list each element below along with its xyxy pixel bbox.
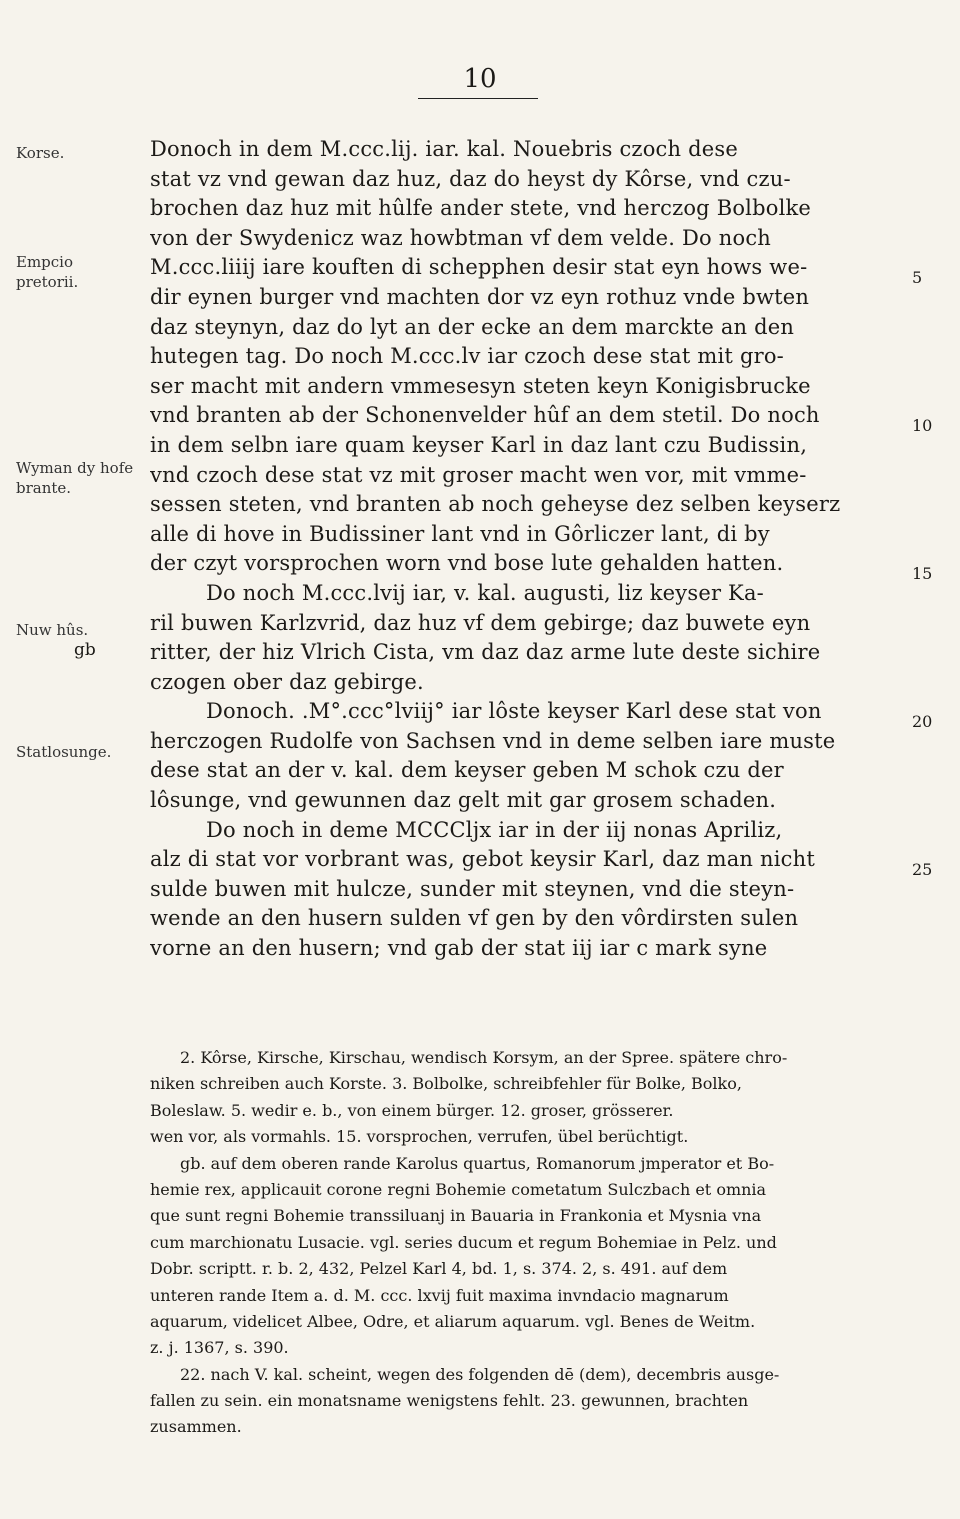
text-line: dese stat an der v. kal. dem keyser geben M schok czu der bbox=[150, 758, 784, 783]
text-line: sulde buwen mit hulcze, sunder mit steynen, vnd die steyn- bbox=[150, 876, 795, 901]
footnote-line: cum marchionatu Lusacie. vgl. series ducum et regum Bohemiae in Pelz. und bbox=[150, 1232, 777, 1252]
footnote-line: que sunt regni Bohemie transsiluanj in Bauaria in Frankonia et Mysnia vna bbox=[150, 1206, 762, 1226]
line-number-15: 15 bbox=[912, 564, 933, 583]
sigla-mark: gb bbox=[74, 640, 96, 660]
margin-note-nuwhus: Nuw hûs. bbox=[16, 621, 89, 639]
text-line: lôsunge, vnd gewunnen daz gelt mit gar grosem schaden. bbox=[150, 788, 777, 813]
text-line: wende an den husern sulden vf gen by den vôrdirsten sulen bbox=[150, 906, 799, 931]
footnote-line: niken schreiben auch Korste. 3. Bolbolke, schreibfehler für Bolke, Bolko, bbox=[150, 1074, 742, 1094]
text-line: ser macht mit andern vmmesesyn steten keyn Konigisbrucke bbox=[150, 373, 811, 398]
text-line: herczogen Rudolfe von Sachsen vnd in deme selben iare muste bbox=[150, 728, 836, 753]
footnote-line: hemie rex, applicauit corone regni Bohemie cometatum Sulczbach et omnia bbox=[150, 1179, 767, 1199]
footnote-line: unteren rande Item a. d. M. ccc. lxvij fuit maxima invndacio magnarum bbox=[150, 1285, 729, 1305]
footnote-line: 22. nach V. kal. scheint, wegen des folgenden dē (dem), decembris ausge- bbox=[180, 1364, 780, 1384]
text-line: Donoch. .M°.ccc°lviij° iar lôste keyser Karl dese stat von bbox=[206, 699, 822, 724]
main-text bbox=[150, 135, 910, 964]
footnote-line: Boleslaw. 5. wedir e. b., von einem bürger. 12. groser, grösserer. bbox=[150, 1100, 674, 1120]
footnote-line: z. j. 1367, s. 390. bbox=[150, 1338, 289, 1358]
text-line: dir eynen burger vnd machten dor vz eyn rothuz vnde bwten bbox=[150, 284, 810, 309]
footnote-line: gb. auf dem oberen rande Karolus quartus, Romanorum jmperator et Bo- bbox=[180, 1153, 775, 1173]
text-line: sessen steten, vnd branten ab noch geheyse dez selben keyserz bbox=[150, 492, 841, 517]
page-number: 10 bbox=[463, 64, 497, 94]
margin-note-empcio: Empcio pretorii. bbox=[16, 253, 79, 291]
margin-note-korse: Korse. bbox=[16, 144, 65, 162]
text-line: czogen ober daz gebirge. bbox=[150, 669, 424, 694]
text-line: Donoch in dem M.ccc.lij. iar. kal. Nouebris czoch dese bbox=[150, 137, 738, 161]
footnote-line: aquarum, videlicet Albee, Odre, et aliarum aquarum. vgl. Benes de Weitm. bbox=[150, 1311, 756, 1331]
text-line: vnd branten ab der Schonenvelder hûf an dem stetil. Do noch bbox=[150, 403, 820, 428]
text-line: ritter, der hiz Vlrich Cista, vm daz daz arme lute deste sichire bbox=[150, 640, 821, 665]
text-line: brochen daz huz mit hûlfe ander stete, vnd herczog Bolbolke bbox=[150, 196, 812, 221]
footnote-line: wen vor, als vormahls. 15. vorsprochen, verrufen, übel berüchtigt. bbox=[150, 1127, 689, 1147]
header-rule bbox=[418, 98, 538, 99]
text-line: Do noch M.ccc.lvij iar, v. kal. augusti, liz keyser Ka- bbox=[206, 580, 764, 605]
footnote-line: zusammen. bbox=[150, 1417, 242, 1437]
footnote-line: 2. Kôrse, Kirsche, Kirschau, wendisch Korsym, an der Spree. spätere chro- bbox=[180, 1048, 788, 1067]
text-line: ril buwen Karlzvrid, daz huz vf dem gebirge; daz buwete eyn bbox=[150, 610, 811, 635]
text-line: M.ccc.liiij iare kouften di schepphen desir stat eyn hows we- bbox=[150, 255, 808, 280]
text-line: stat vz vnd gewan daz huz, daz do heyst dy Kôrse, vnd czu- bbox=[150, 166, 791, 191]
text-line: daz steynyn, daz do lyt an der ecke an dem marckte an den bbox=[150, 314, 795, 339]
text-line: von der Swydenicz waz howbtman vf dem velde. Do noch bbox=[150, 225, 772, 250]
text-line: in dem selbn iare quam keyser Karl in daz lant czu Budissin, bbox=[150, 432, 808, 457]
text-line: hutegen tag. Do noch M.ccc.lv iar czoch dese stat mit gro- bbox=[150, 344, 784, 369]
text-line: vorne an den husern; vnd gab der stat iij iar c mark syne bbox=[150, 936, 768, 961]
line-number-10: 10 bbox=[912, 416, 933, 435]
footnote-line: Dobr. scriptt. r. b. 2, 432, Pelzel Karl 4, bd. 1, s. 374. 2, s. 491. auf dem bbox=[150, 1259, 728, 1279]
footnotes bbox=[150, 1045, 910, 1441]
text-line: alz di stat vor vorbrant was, gebot keysir Karl, daz man nicht bbox=[150, 847, 815, 872]
margin-note-statlosunge: Statlosunge. bbox=[16, 743, 112, 761]
margin-note-wyman: Wyman dy hofe brante. bbox=[16, 459, 134, 497]
line-number-25: 25 bbox=[912, 860, 933, 879]
text-line: Do noch in deme MCCCljx iar in der iij nonas Apriliz, bbox=[206, 817, 783, 842]
footnote-line: fallen zu sein. ein monatsname wenigstens fehlt. 23. gewunnen, brachten bbox=[150, 1391, 749, 1411]
text-line: vnd czoch dese stat vz mit groser macht wen vor, mit vmme- bbox=[150, 462, 807, 487]
text-line: alle di hove in Budissiner lant vnd in Gôrliczer lant, di by bbox=[150, 521, 770, 546]
text-line: der czyt vorsprochen worn vnd bose lute gehalden hatten. bbox=[150, 551, 784, 576]
line-number-20: 20 bbox=[912, 712, 933, 731]
line-number-5: 5 bbox=[912, 268, 923, 287]
